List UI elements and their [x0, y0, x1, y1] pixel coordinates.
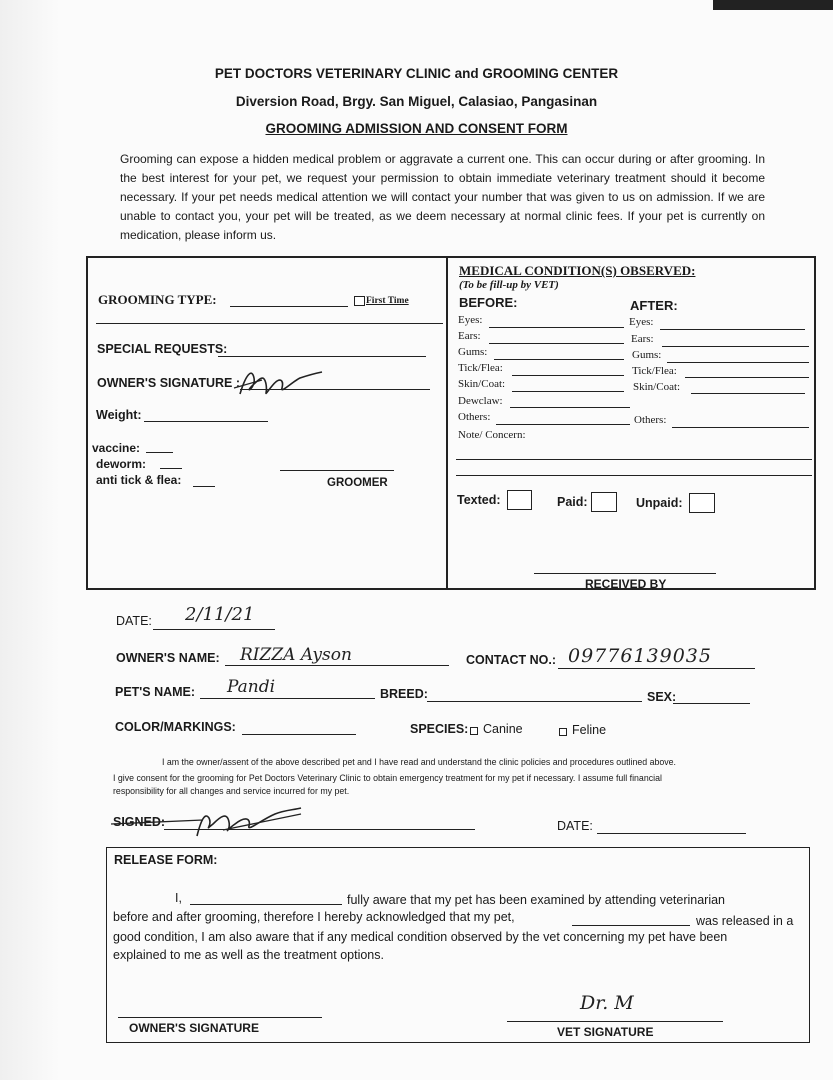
consent-date-label: DATE:: [557, 819, 593, 833]
deworm-label: deworm:: [96, 457, 147, 471]
vaccine-label: vaccine:: [92, 441, 141, 455]
breed-label: BREED:: [380, 687, 428, 701]
medical-title: MEDICAL CONDITION(S) OBSERVED:: [459, 263, 696, 278]
owner-signature-line[interactable]: [118, 1017, 322, 1018]
release-line-2a: before and after grooming, therefore I hereby acknowledged that my pet,: [113, 910, 515, 924]
species-label: SPECIES:: [410, 722, 469, 736]
date-label: DATE:: [116, 614, 152, 628]
consent-line-2: I give consent for the grooming for Pet Doctors Veterinary Clinic to obtain emergency treatment for my pet if necessary. I assume full financial: [113, 773, 662, 783]
canine-label: Canine: [483, 722, 523, 736]
before-skin-field[interactable]: [512, 391, 624, 392]
signed-scribble: [105, 800, 305, 842]
after-ears-label: Ears:: [631, 333, 654, 345]
release-owner-signature-label: OWNER'S SIGNATURE: [129, 1021, 259, 1035]
special-requests-field[interactable]: [218, 356, 426, 357]
before-eyes-label: Eyes:: [458, 314, 483, 326]
before-others-label: Others:: [458, 411, 491, 423]
date-value: 2/11/21: [185, 604, 255, 625]
scan-shadow: [0, 0, 60, 1080]
color-markings-label: COLOR/MARKINGS:: [115, 720, 236, 734]
after-skin-label: Skin/Coat:: [633, 381, 681, 393]
color-markings-field[interactable]: [242, 734, 356, 735]
release-line-3: good condition, I am also aware that if any medical condition observed by the vet concerning my pet have been: [113, 930, 728, 944]
unpaid-checkbox[interactable]: [689, 493, 715, 513]
owner-name-field[interactable]: [225, 665, 449, 666]
pet-name-field[interactable]: [200, 698, 375, 699]
page-corner-fold: [713, 0, 833, 10]
release-line-1b: fully aware that my pet has been examined by attending veterinarian: [347, 893, 726, 907]
after-others-field[interactable]: [672, 427, 809, 428]
deworm-field[interactable]: [160, 468, 182, 469]
after-eyes-label: Eyes:: [629, 316, 654, 328]
note-line-1[interactable]: [456, 459, 812, 460]
vet-signature-line[interactable]: [507, 1021, 723, 1022]
after-heading: AFTER:: [630, 298, 678, 313]
release-line-1a: I,: [175, 891, 182, 905]
before-tick-label: Tick/Flea:: [458, 362, 503, 374]
date-field[interactable]: [153, 629, 275, 630]
form-title: GROOMING ADMISSION AND CONSENT FORM: [265, 121, 568, 136]
paid-checkbox[interactable]: [591, 492, 617, 512]
owner-name-label: OWNER'S NAME:: [116, 651, 220, 665]
owner-signature-scribble: [232, 364, 332, 404]
clinic-address: Diversion Road, Brgy. San Miguel, Calasiao, Pangasinan: [235, 94, 598, 109]
clinic-name: PET DOCTORS VETERINARY CLINIC and GROOMING CENTER: [214, 66, 619, 81]
before-ears-label: Ears:: [458, 330, 481, 342]
release-box: [106, 847, 810, 1043]
groomer-signature-line[interactable]: [280, 470, 394, 471]
received-by-line[interactable]: [534, 573, 716, 574]
dewclaw-field[interactable]: [510, 407, 630, 408]
column-divider: [446, 256, 448, 590]
before-tick-field[interactable]: [512, 375, 624, 376]
owner-name-value: RIZZA Ayson: [240, 645, 352, 665]
consent-line-3: responsibility for all changes and service incurred for my pet.: [113, 786, 350, 796]
anti-tick-label: anti tick & flea:: [96, 473, 182, 487]
grooming-type-extra-line[interactable]: [96, 323, 443, 324]
after-tick-field[interactable]: [685, 377, 809, 378]
first-time-label: First Time: [366, 296, 409, 306]
vet-signature-label: VET SIGNATURE: [557, 1025, 654, 1039]
received-by-label: RECEIVED BY: [585, 577, 667, 591]
before-gums-label: Gums:: [458, 346, 488, 358]
after-tick-label: Tick/Flea:: [632, 365, 677, 377]
anti-tick-field[interactable]: [193, 486, 215, 487]
after-skin-field[interactable]: [691, 393, 805, 394]
after-others-label: Others:: [634, 414, 667, 426]
signed-label: SIGNED:: [113, 815, 166, 829]
before-eyes-field[interactable]: [489, 327, 624, 328]
before-ears-field[interactable]: [489, 343, 624, 344]
before-others-field[interactable]: [496, 424, 630, 425]
owner-signature-label: OWNER'S SIGNATURE :: [97, 376, 241, 390]
groomer-label: GROOMER: [327, 477, 388, 489]
release-line-2b: was released in a: [696, 914, 794, 928]
after-eyes-field[interactable]: [660, 329, 805, 330]
texted-checkbox[interactable]: [507, 490, 532, 510]
consent-date-field[interactable]: [597, 833, 746, 834]
release-pet-field[interactable]: [572, 925, 690, 926]
after-gums-field[interactable]: [667, 362, 809, 363]
feline-checkbox[interactable]: [559, 728, 567, 736]
weight-field[interactable]: [144, 421, 268, 422]
vet-handwritten-signature: Dr. M: [580, 992, 634, 1014]
breed-field[interactable]: [427, 701, 642, 702]
note-line-2[interactable]: [456, 475, 812, 476]
first-time-checkbox[interactable]: [354, 296, 365, 306]
contact-value: 09776139035: [568, 645, 712, 667]
weight-label: Weight:: [96, 408, 142, 422]
texted-label: Texted:: [457, 493, 501, 507]
grooming-type-label: GROOMING TYPE:: [98, 292, 217, 307]
dewclaw-label: Dewclaw:: [458, 395, 503, 407]
grooming-type-field[interactable]: [230, 306, 348, 307]
intro-paragraph: Grooming can expose a hidden medical problem or aggravate a current one. This can occur during or after grooming. In the best interest for your pet, we request your permission to obtain immediate veterinary treatment should it become necessary. If your pet needs medical attention we will contact your number that was given to us on admission. If we are unable to contact you, your pet will be treated, as we deem necessary at normal clinic fees. If your pet is currently on medication, please inform us.: [120, 152, 765, 242]
feline-label: Feline: [572, 723, 607, 737]
note-label: Note/ Concern:: [458, 429, 526, 441]
sex-label: SEX:: [647, 690, 677, 704]
before-heading: BEFORE:: [459, 295, 518, 310]
before-skin-label: Skin/Coat:: [458, 378, 506, 390]
consent-line-1: I am the owner/assent of the above described pet and I have read and understand the clinic policies and procedures outlined above.: [162, 757, 676, 767]
special-requests-label: SPECIAL REQUESTS:: [97, 342, 228, 356]
pet-name-label: PET'S NAME:: [115, 685, 196, 699]
pet-name-value: Pandi: [227, 677, 276, 697]
release-line-4: explained to me as well as the treatment options.: [113, 948, 384, 962]
paid-label: Paid:: [557, 495, 588, 509]
after-ears-field[interactable]: [662, 346, 809, 347]
vaccine-field[interactable]: [146, 452, 173, 453]
contact-field[interactable]: [558, 668, 755, 669]
medical-subtitle: (To be fill-up by VET): [459, 279, 559, 291]
canine-checkbox[interactable]: [470, 727, 478, 735]
unpaid-label: Unpaid:: [636, 496, 683, 510]
release-title: RELEASE FORM:: [114, 853, 218, 867]
release-name-field[interactable]: [190, 904, 342, 905]
contact-label: CONTACT NO.:: [466, 653, 557, 667]
before-gums-field[interactable]: [494, 359, 624, 360]
sex-field[interactable]: [673, 703, 750, 704]
after-gums-label: Gums:: [632, 349, 662, 361]
